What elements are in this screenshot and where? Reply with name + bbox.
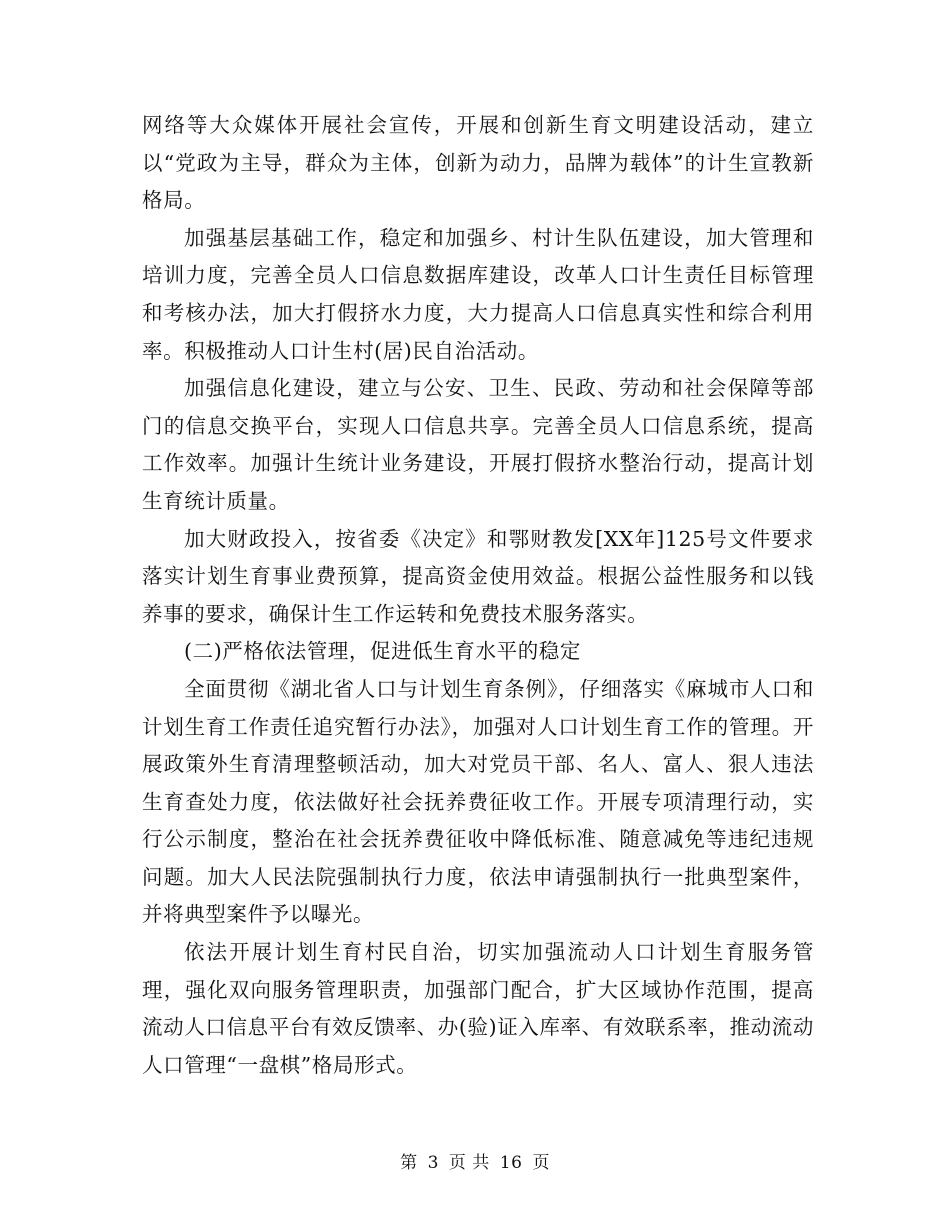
footer-prefix: 第 — [400, 1153, 418, 1173]
page-footer — [0, 1148, 950, 1173]
paragraph-informatization: 加强信息化建设，建立与公安、卫生、民政、劳动和社会保障等部门的信息交换平台，实现人口信息共享。完善全员人口信息系统，提高工作效率。加强计生统计业务建设，开展打假挤水整治行动，提高计划生育统计质量。 — [142, 376, 814, 513]
paragraph-grassroots-work: 加强基层基础工作，稳定和加强乡、村计生队伍建设，加大管理和培训力度，完善全员人口信息数据库建设，改革人口计生责任目标管理和考核办法，加大打假挤水力度，大力提高人口信息真实性和综合利用率。积极推动人口计生村(居)民自治活动。 — [142, 225, 814, 363]
paragraph-regulations: 全面贯彻《湖北省人口与计划生育条例》，仔细落实《麻城市人口和计划生育工作责任追究暂行办法》，加强对人口计划生育工作的管理。开展政策外生育清理整顿活动，加大对党员干部、名人、富人、狠人违法生育查处力度，依法做好社会抚养费征收工作。开展专项清理行动，实行公示制度，整治在社会抚养费征收中降低标准、随意减免等违纪违规问题。加大人民法院强制执行力度，依法申请强制执行一批典型案件，并将典型案件予以曝光。 — [142, 676, 814, 927]
footer-current-page: 3 — [427, 1153, 439, 1173]
footer-suffix: 页 — [532, 1153, 550, 1173]
paragraph-financial-investment: 加大财政投入，按省委《决定》和鄂财教发[XX年]125号文件要求落实计划生育事业费预算，提高资金使用效益。根据公益性服务和以钱养事的要求，确保计生工作运转和免费技术服务落实。 — [142, 526, 814, 626]
document-body — [142, 107, 814, 1084]
footer-total-pages: 16 — [499, 1153, 523, 1173]
paragraph-media-publicity: 网络等大众媒体开展社会宣传，开展和创新生育文明建设活动，建立以“党政为主导，群众为主体，创新为动力，品牌为载体”的计生宣教新格局。 — [142, 113, 814, 213]
paragraph-floating-population: 依法开展计划生育村民自治，切实加强流动人口计划生育服务管理，强化双向服务管理职责，加强部门配合，扩大区域协作范围，提高流动人口信息平台有效反馈率、办(验)证入库率、有效联系率，推动流动人口管理“一盘棋”格局形式。 — [142, 940, 814, 1077]
footer-mid: 页 共 — [448, 1153, 490, 1173]
section-heading-lawful-management: (二)严格依法管理，促进低生育水平的稳定 — [184, 639, 581, 664]
